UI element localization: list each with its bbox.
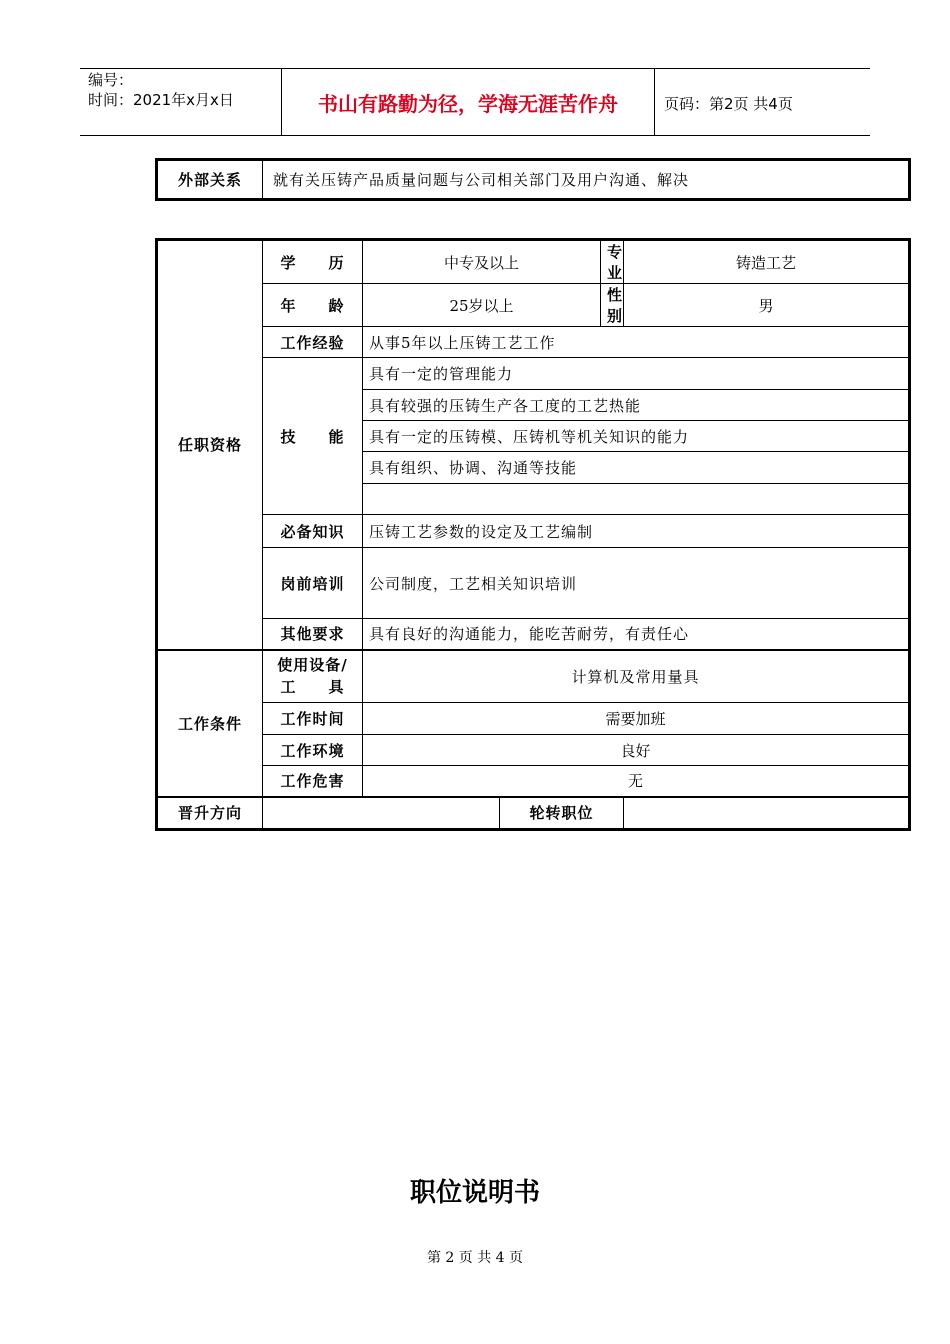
work-environment-value: 良好 <box>363 735 910 766</box>
age-label: 年 龄 <box>263 284 363 327</box>
experience-value: 从事5年以上压铸工艺工作 <box>363 327 910 358</box>
major-label: 专 业 <box>601 240 624 284</box>
pre-job-training-value: 公司制度，工艺相关知识培训 <box>363 548 910 619</box>
external-relations-value: 就有关压铸产品质量问题与公司相关部门及用户沟通、解决 <box>263 160 910 200</box>
gender-value: 男 <box>624 284 910 327</box>
gender-label: 性 别 <box>601 284 624 327</box>
major-value: 铸造工艺 <box>624 240 910 284</box>
age-value: 25岁以上 <box>363 284 601 327</box>
skill-item: 具有较强的压铸生产各工度的工艺热能 <box>363 390 910 421</box>
header-top-rule <box>80 68 870 69</box>
promotion-value <box>263 797 500 830</box>
external-relations-table <box>155 158 911 201</box>
experience-label: 工作经验 <box>263 327 363 358</box>
rotation-position-label: 轮转职位 <box>500 797 624 830</box>
job-requirements-table <box>155 238 911 831</box>
equipment-label-line2: 工 具 <box>280 678 345 697</box>
qualification-section-label: 任职资格 <box>157 240 263 650</box>
required-knowledge-label: 必备知识 <box>263 515 363 548</box>
other-requirements-value: 具有良好的沟通能力，能吃苦耐劳，有责任心 <box>363 619 910 650</box>
work-hazard-value: 无 <box>363 766 910 797</box>
work-hours-label: 工作时间 <box>263 703 363 735</box>
external-relations-label: 外部关系 <box>157 160 263 200</box>
promotion-label: 晋升方向 <box>157 797 263 830</box>
page-number: 第 2 页 共 4 页 <box>426 1250 524 1266</box>
header-time: 时间：2021年x月x日 <box>88 91 234 109</box>
header-divider-right <box>654 68 655 136</box>
required-knowledge-value: 压铸工艺参数的设定及工艺编制 <box>363 515 910 548</box>
education-label: 学 历 <box>263 240 363 284</box>
equipment-label <box>263 650 363 703</box>
header-motto: 书山有路勤为径，学海无涯苦作舟 <box>318 92 618 116</box>
skill-item-empty <box>363 484 910 515</box>
header-number: 编号： <box>88 71 134 89</box>
header-page-info: 页码：第2页 共4页 <box>664 95 793 113</box>
document-title: 职位说明书 <box>409 1178 540 1208</box>
work-environment-label: 工作环境 <box>263 735 363 766</box>
header-bottom-rule <box>80 135 870 136</box>
work-hours-value: 需要加班 <box>363 703 910 735</box>
other-requirements-label: 其他要求 <box>263 619 363 650</box>
equipment-label-line1: 使用设备/ <box>277 656 348 675</box>
skills-label: 技 能 <box>263 358 363 515</box>
header-meta <box>88 70 234 110</box>
equipment-value: 计算机及常用量具 <box>363 650 910 703</box>
rotation-position-value <box>624 797 910 830</box>
work-hazard-label: 工作危害 <box>263 766 363 797</box>
skill-item: 具有一定的压铸模、压铸机等机关知识的能力 <box>363 421 910 452</box>
education-value: 中专及以上 <box>363 240 601 284</box>
skill-item: 具有组织、协调、沟通等技能 <box>363 452 910 484</box>
pre-job-training-label: 岗前培训 <box>263 548 363 619</box>
skill-item: 具有一定的管理能力 <box>363 358 910 390</box>
work-conditions-section-label: 工作条件 <box>157 650 263 797</box>
